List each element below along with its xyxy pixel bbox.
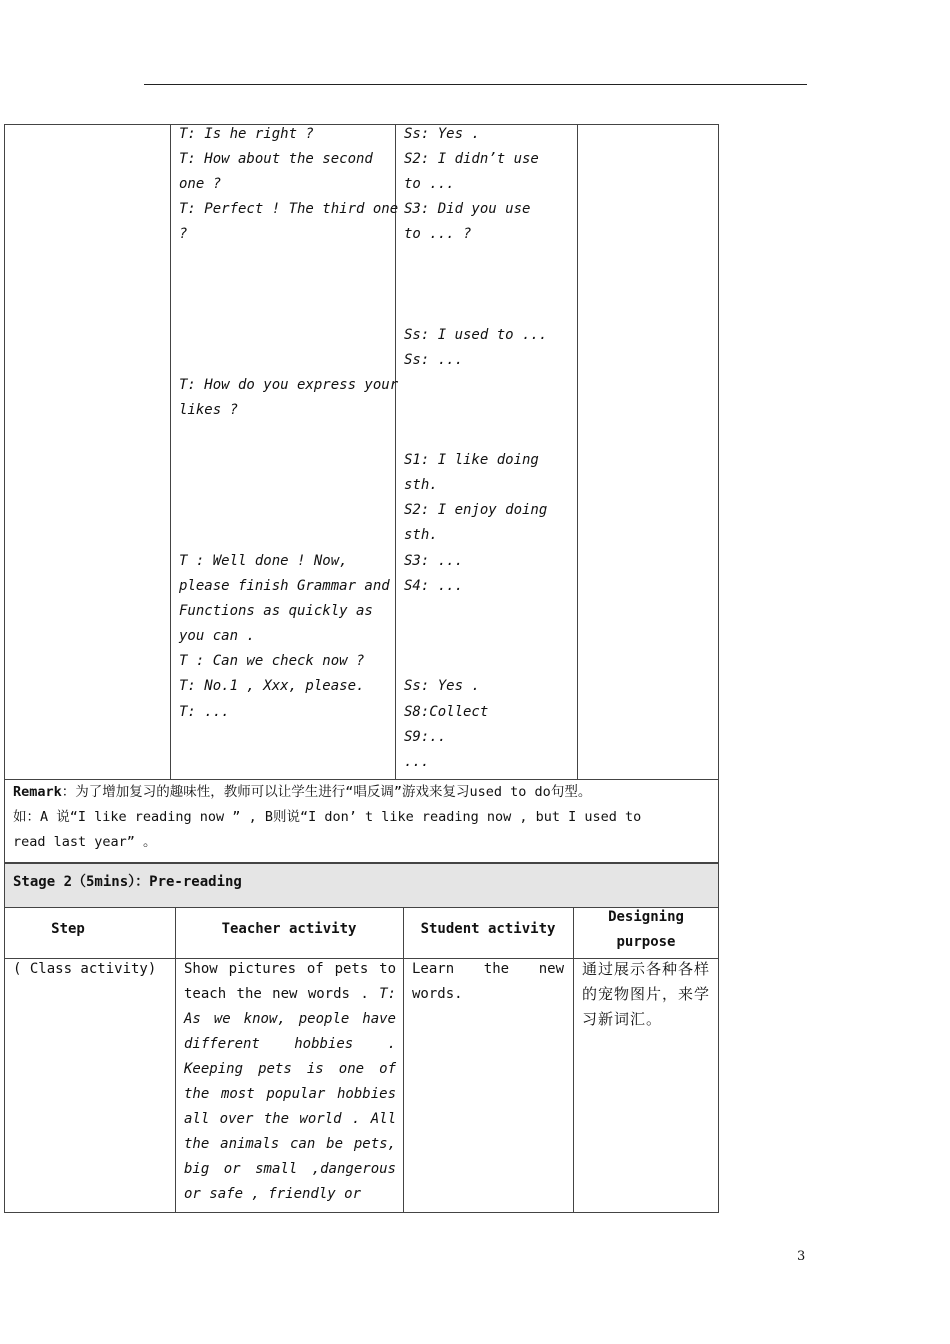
student-line: S2: I enjoy doing — [404, 502, 548, 518]
teacher-line: T: How about the second — [179, 151, 373, 167]
row-student-activity: Learn the new words. — [412, 961, 564, 1002]
remark-divider — [4, 779, 719, 780]
col-divider-2 — [395, 124, 396, 779]
teacher-line: one ? — [179, 176, 222, 192]
page-number: 3 — [797, 1249, 806, 1264]
teacher-line: ? — [179, 226, 188, 242]
header-rule — [144, 84, 807, 85]
continuation-table — [4, 124, 719, 863]
teacher-speech: T: As we know, people have different hobbies . Keeping pets is one of the most popular hobbies all over the world . All the animals can be pets, big or small ,dangerous or safe , friendly or — [184, 986, 396, 1202]
row-step: ( Class activity) — [13, 961, 157, 977]
student-line: ... — [404, 754, 430, 770]
col-divider-1 — [170, 124, 171, 779]
col-divider-3 — [577, 124, 578, 779]
teacher-activity-text: Show pictures of pets to teach the new words . — [184, 961, 396, 1002]
remark-line-3: read last year” 。 — [13, 834, 157, 850]
student-line: S2: I didn’t use — [404, 151, 539, 167]
remark-line-1 — [13, 782, 591, 802]
remark-text: ：为了增加复习的趣味性，教师可以让学生进行“唱反调”游戏来复习used to do句型。 — [61, 784, 592, 800]
student-line: S1: I like doing — [404, 452, 539, 468]
col-header-step: Step — [51, 921, 85, 937]
teacher-line: T : Well done ! Now, — [179, 553, 348, 569]
s2-col-divider-3 — [573, 907, 574, 1213]
s2-col-divider-2 — [403, 907, 404, 1213]
student-line: Ss: I used to ... — [404, 327, 548, 343]
teacher-line: T: How do you express your — [179, 377, 399, 393]
student-line: to ... ? — [404, 226, 472, 242]
col-header-teacher: Teacher activity — [221, 921, 357, 937]
teacher-line: Functions as quickly as — [179, 603, 373, 619]
teacher-line: T: No.1 , Xxx, please. — [179, 678, 365, 694]
row-teacher-activity — [184, 957, 396, 1207]
student-line: S3: ... — [404, 553, 464, 569]
student-line: Ss: ... — [404, 352, 464, 368]
col-header-purpose-2: purpose — [616, 934, 676, 950]
remark-line-2: 如：A 说“I like reading now ” , B则说“I don’ t like reading now , but I used to — [13, 809, 642, 825]
teacher-line: T: ... — [179, 704, 230, 720]
col-header-student: Student activity — [420, 921, 556, 937]
student-line: Ss: Yes . — [404, 126, 480, 142]
student-line: to ... — [404, 176, 455, 192]
stage2-title: Stage 2（5mins）：Pre-reading — [13, 874, 242, 890]
student-line: sth. — [404, 477, 438, 493]
student-line: Ss: Yes . — [404, 678, 480, 694]
row-purpose: 通过展示各种各样的宠物图片，来学习新词汇。 — [582, 960, 711, 1028]
teacher-line: T: Perfect ! The third one — [179, 201, 399, 217]
student-line: S3: Did you use — [404, 201, 531, 217]
col-header-purpose-1: Designing — [608, 909, 684, 925]
teacher-line: T: Is he right ? — [179, 126, 314, 142]
teacher-line: likes ? — [179, 402, 239, 418]
student-line: S4: ... — [404, 578, 464, 594]
remark-label: Remark — [13, 784, 62, 800]
student-line: sth. — [404, 527, 438, 543]
s2-col-divider-1 — [175, 907, 176, 1213]
teacher-line: please finish Grammar and — [179, 578, 390, 594]
teacher-line: T : Can we check now ? — [179, 653, 365, 669]
student-line: S9:.. — [404, 729, 447, 745]
teacher-line: you can . — [179, 628, 255, 644]
student-line: S8:Collect — [404, 704, 489, 720]
